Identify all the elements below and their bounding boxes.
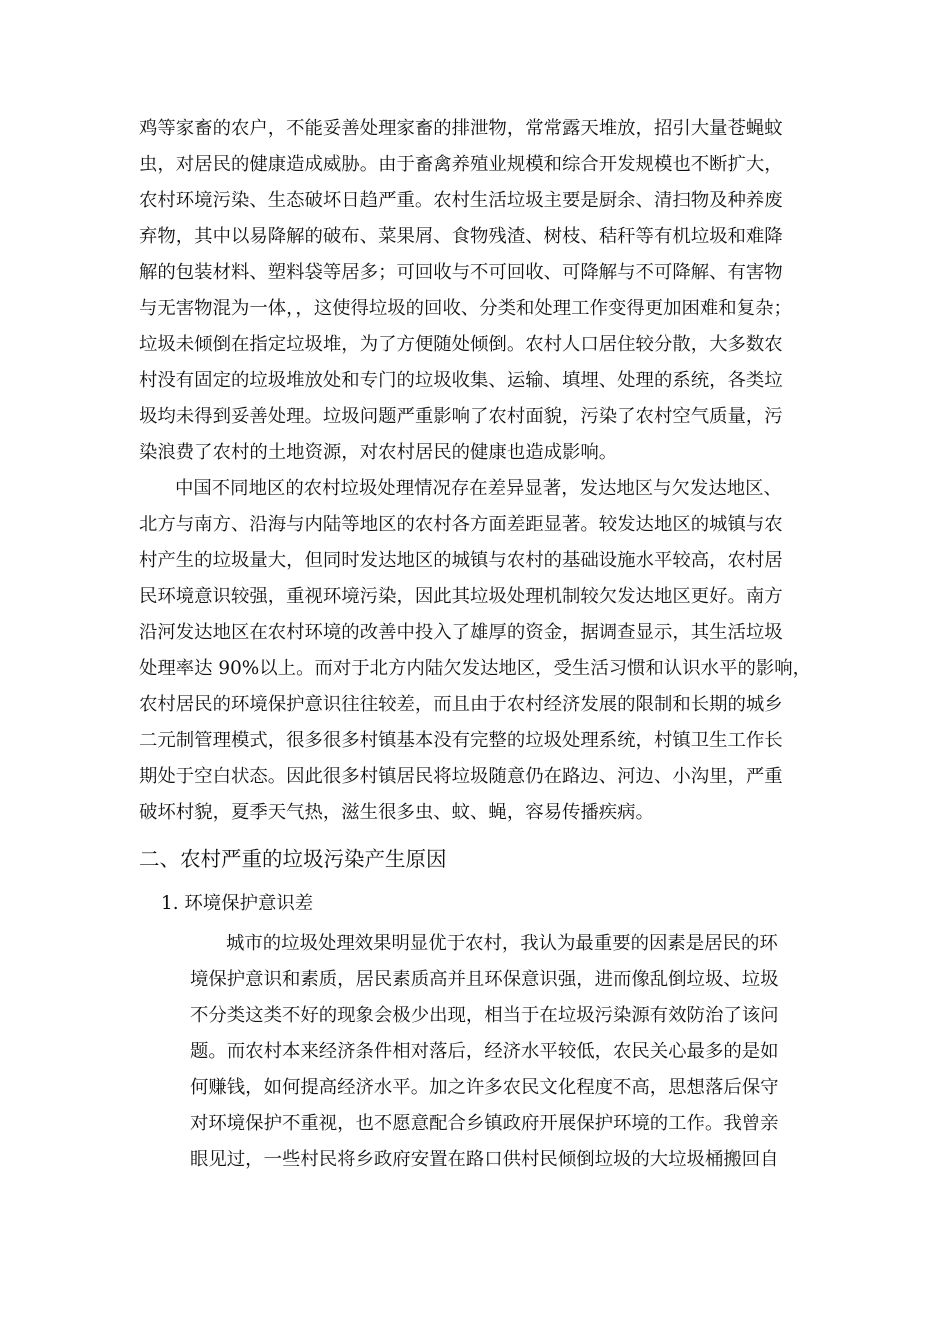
- paragraph-1-line-10: 染浪费了农村的土地资源，对农村居民的健康也造成影响。: [139, 442, 618, 463]
- paragraph-2-line-8: 二元制管理模式，很多很多村镇基本没有完整的垃圾处理系统，村镇卫生工作长: [139, 730, 783, 751]
- paragraph-3-line-6: 对环境保护不重视，也不愿意配合乡镇政府开展保护环境的工作。我曾亲: [190, 1113, 779, 1134]
- paragraph-2-line-4: 民环境意识较强，重视环境污染，因此其垃圾处理机制较欠发达地区更好。南方: [139, 586, 783, 607]
- paragraph-2-line-5: 沿河发达地区在农村环境的改善中投入了雄厚的资金，据调查显示，其生活垃圾: [139, 622, 783, 643]
- paragraph-1-line-6: 与无害物混为一体，，这使得垃圾的回收、分类和处理工作变得更加困难和复杂；: [139, 298, 792, 319]
- paragraph-1-line-2: 虫，对居民的健康造成威胁。由于畜禽养殖业规模和综合开发规模也不断扩大，: [139, 154, 783, 175]
- paragraph-1-line-8: 村没有固定的垃圾堆放处和专门的垃圾收集、运输、填埋、处理的系统，各类垃: [139, 370, 783, 391]
- paragraph-2-line-7: 农村居民的环境保护意识往往较差，而且由于农村经济发展的限制和长期的城乡: [139, 694, 783, 715]
- paragraph-2-line-10: 破坏村貌，夏季天气热，滋生很多虫、蚊、蝇，容易传播疾病。: [139, 802, 654, 823]
- paragraph-2-line-1: 中国不同地区的农村垃圾处理情况存在差异显著，发达地区与欠发达地区、: [175, 478, 782, 499]
- paragraph-3-line-1: 城市的垃圾处理效果明显优于农村，我认为最重要的因素是居民的环: [226, 933, 778, 954]
- paragraph-1-line-7: 垃圾未倾倒在指定垃圾堆，为了方便随处倾倒。农村人口居住较分散，大多数农: [139, 334, 783, 355]
- paragraph-3-line-3: 不分类这类不好的现象会极少出现，相当于在垃圾污染源有效防治了该问: [190, 1005, 779, 1026]
- subsection-heading: 1. 环境保护意识差: [161, 893, 314, 914]
- paragraph-2-line-3: 村产生的垃圾量大，但同时发达地区的城镇与农村的基础设施水平较高，农村居: [139, 550, 783, 571]
- paragraph-2-line-6: 处理率达 90%以上。而对于北方内陆欠发达地区，受生活习惯和认识水平的影响，: [139, 658, 812, 679]
- paragraph-2-line-2: 北方与南方、沿海与内陆等地区的农村各方面差距显著。较发达地区的城镇与农: [139, 514, 783, 535]
- paragraph-1-line-9: 圾均未得到妥善处理。垃圾问题严重影响了农村面貌，污染了农村空气质量，污: [139, 406, 783, 427]
- paragraph-3-line-7: 眼见过，一些村民将乡政府安置在路口供村民倾倒垃圾的大垃圾桶搬回自: [190, 1149, 779, 1170]
- paragraph-1-line-1: 鸡等家畜的农户，不能妥善处理家畜的排泄物，常常露天堆放，招引大量苍蝇蚊: [139, 118, 783, 139]
- paragraph-1-line-3: 农村环境污染、生态破坏日趋严重。农村生活垃圾主要是厨余、清扫物及种养废: [139, 190, 783, 211]
- paragraph-1-line-4: 弃物，其中以易降解的破布、菜果屑、食物残渣、树枝、秸秆等有机垃圾和难降: [139, 226, 783, 247]
- paragraph-1-line-5: 解的包装材料、塑料袋等居多；可回收与不可回收、可降解与不可降解、有害物: [139, 262, 783, 283]
- paragraph-3-line-4: 题。而农村本来经济条件相对落后，经济水平较低，农民关心最多的是如: [190, 1041, 779, 1062]
- paragraph-2-line-9: 期处于空白状态。因此很多村镇居民将垃圾随意仍在路边、河边、小沟里，严重: [139, 766, 783, 787]
- section-heading: 二、农村严重的垃圾污染产生原因: [139, 847, 447, 871]
- paragraph-3-line-5: 何赚钱，如何提高经济水平。加之许多农民文化程度不高，思想落后保守: [190, 1077, 779, 1098]
- paragraph-3-line-2: 境保护意识和素质，居民素质高并且环保意识强，进而像乱倒垃圾、垃圾: [190, 969, 779, 990]
